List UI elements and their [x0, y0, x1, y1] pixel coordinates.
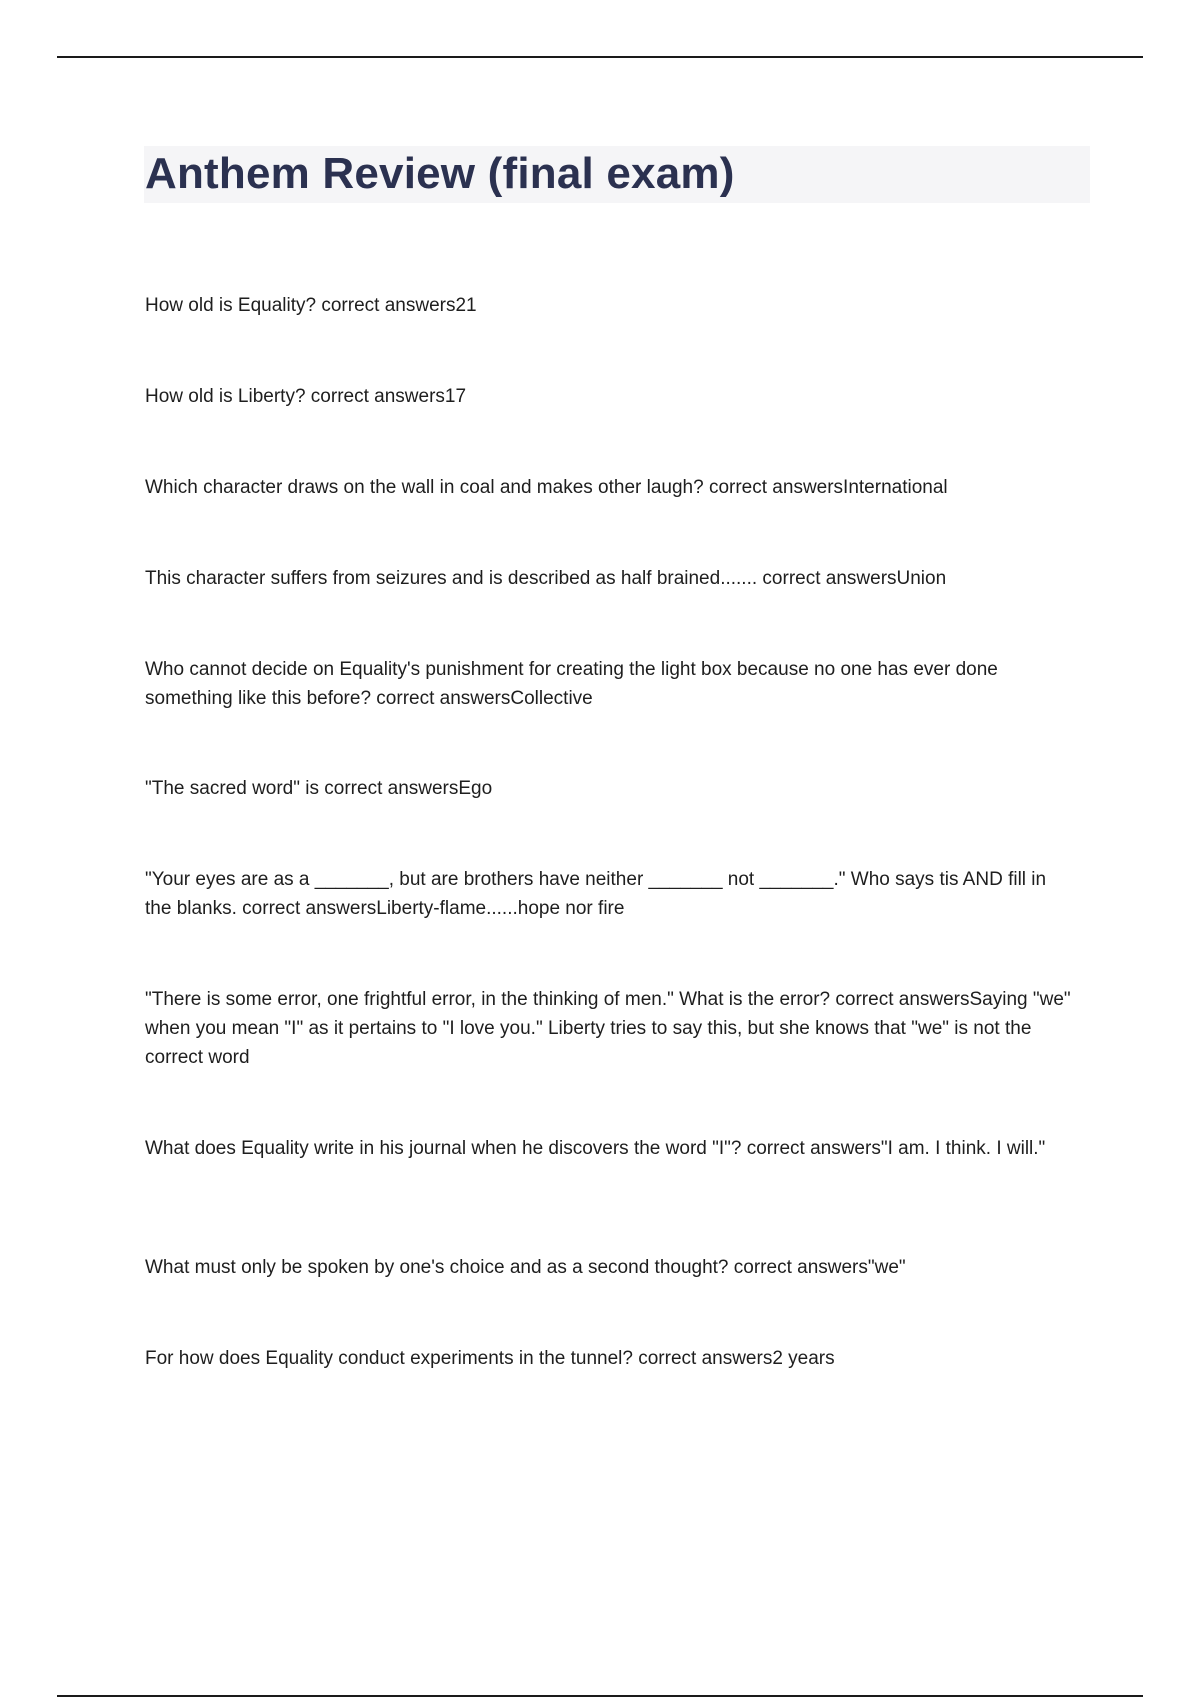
page-title: Anthem Review (final exam) — [145, 149, 735, 198]
qa-item: For how does Equality conduct experiments in the tunnel? correct answers2 years — [145, 1348, 835, 1369]
qa-item: Which character draws on the wall in coal and makes other laugh? correct answersInternational — [145, 477, 948, 498]
qa-item: "There is some error, one frightful error, in the thinking of men." What is the error? correct answersSaying "we" when you mean "I" as it pertains to "I love you." Liberty tries to say this, but she knows that "we" is not the correct word — [145, 989, 1071, 1068]
qa-item: "The sacred word" is correct answersEgo — [145, 778, 493, 799]
qa-item: What does Equality write in his journal when he discovers the word "I"? correct answers"I am. I think. I will." — [145, 1138, 1046, 1159]
qa-item: What must only be spoken by one's choice and as a second thought? correct answers"we" — [145, 1257, 906, 1278]
qa-item: Who cannot decide on Equality's punishment for creating the light box because no one has ever done something like this before? correct answersCollective — [145, 659, 998, 709]
qa-item: "Your eyes are as a _______, but are brothers have neither _______ not _______." Who says tis AND fill in the blanks. correct answersLiberty-flame......hope nor fire — [145, 869, 1047, 919]
top-rule — [57, 56, 1143, 58]
qa-item: How old is Equality? correct answers21 — [145, 295, 477, 316]
qa-item: How old is Liberty? correct answers17 — [145, 386, 467, 407]
bottom-rule — [57, 1695, 1143, 1697]
qa-item: This character suffers from seizures and is described as half brained....... correct answersUnion — [145, 568, 947, 589]
